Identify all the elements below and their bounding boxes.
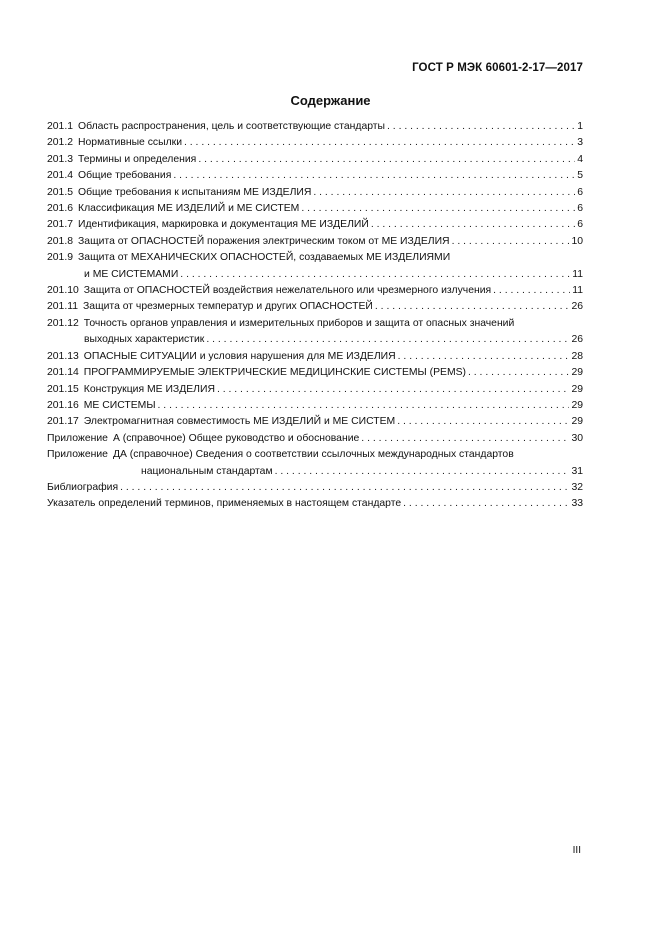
toc-entry-title: Точность органов управления и измерительных приборов и защита от опасных значений [83, 317, 515, 329]
toc-entry-page: 10 [571, 235, 583, 247]
dot-leader [301, 201, 575, 217]
toc-entry-title: выходных характеристик [84, 334, 205, 346]
toc-entry-title: Идентификация, маркировка и документация МЕ ИЗДЕЛИЙ [78, 219, 369, 231]
page-number-footer: III [572, 845, 581, 856]
toc-entry-page: 28 [571, 350, 583, 362]
toc-entry[interactable] [47, 119, 583, 135]
toc-entry[interactable] [47, 480, 583, 496]
toc-entry-page: 6 [577, 219, 583, 231]
dot-leader [275, 464, 570, 480]
dot-leader [397, 414, 569, 430]
toc-entry[interactable] [47, 168, 583, 184]
toc-entry-title: и МЕ СИСТЕМАМИ [84, 268, 179, 280]
toc-entry-title: Защита от чрезмерных температур и других ОПАСНОСТЕЙ [83, 301, 373, 313]
toc-entry-page: 11 [572, 268, 583, 280]
toc-entry[interactable] [47, 250, 583, 283]
toc-entry-title: Конструкция МЕ ИЗДЕЛИЯ [83, 383, 215, 395]
toc-entry-number: 201.8 [47, 235, 74, 247]
toc-entry-number: 201.4 [47, 170, 74, 182]
toc-entry-number: 201.12 [47, 317, 79, 329]
toc-entry[interactable] [47, 349, 583, 365]
dot-leader [403, 496, 569, 512]
dot-leader [120, 480, 569, 496]
dot-leader [452, 234, 570, 250]
dot-leader [217, 382, 569, 398]
toc-entry[interactable] [47, 365, 583, 381]
toc-entry-title: Область распространения, цель и соответствующие стандарты [78, 121, 386, 132]
toc-entry-number: 201.1 [47, 121, 74, 132]
toc-entry-title: Общие требования к испытаниям МЕ ИЗДЕЛИЯ [78, 186, 312, 198]
toc-entry-title: Электромагнитная совместимость МЕ ИЗДЕЛИЙ и МЕ СИСТЕМ [83, 416, 396, 428]
toc-entry-page: 11 [572, 285, 583, 297]
toc-entry[interactable] [47, 152, 583, 168]
toc-entry-page: 26 [571, 301, 583, 313]
toc-entry-title: ОПАСНЫЕ СИТУАЦИИ и условия нарушения для МЕ ИЗДЕЛИЯ [83, 350, 396, 362]
toc-entry-title: Нормативные ссылки [78, 137, 182, 149]
document-header-standard: ГОСТ Р МЭК 60601-2-17—2017 [412, 62, 583, 74]
toc-entry[interactable] [47, 299, 583, 315]
toc-entry-number: 201.15 [47, 383, 79, 395]
toc-entry-number: 201.7 [47, 219, 74, 231]
toc-entry[interactable] [47, 135, 583, 151]
table-of-contents [47, 119, 583, 513]
toc-entry-title: Классификация МЕ ИЗДЕЛИЙ и МЕ СИСТЕМ [78, 203, 300, 215]
toc-entry[interactable] [47, 414, 583, 430]
toc-entry-title: ДА (справочное) Сведения о соответствии ссылочных международных стандартов [112, 449, 514, 461]
toc-entry[interactable] [47, 431, 583, 447]
toc-entry-number: 201.6 [47, 203, 74, 215]
toc-entry[interactable] [47, 201, 583, 217]
toc-entry-page: 1 [577, 121, 583, 132]
toc-entry-page: 6 [577, 186, 583, 198]
toc-entry-number: 201.17 [47, 416, 79, 428]
toc-entry-number: 201.2 [47, 137, 74, 149]
toc-entry-title: Защита от ОПАСНОСТЕЙ поражения электрическим током от МЕ ИЗДЕЛИЯ [78, 235, 450, 247]
toc-entry-number: 201.3 [47, 153, 74, 165]
toc-entry[interactable] [47, 398, 583, 414]
dot-leader [361, 431, 569, 447]
dot-leader [398, 349, 570, 365]
toc-entry[interactable] [47, 217, 583, 233]
toc-entry-title: МЕ СИСТЕМЫ [83, 399, 156, 411]
toc-entry-title: Защита от ОПАСНОСТЕЙ воздействия нежелательного или чрезмерного излучения [83, 285, 492, 297]
toc-entry[interactable] [47, 185, 583, 201]
toc-entry-page: 4 [577, 153, 583, 165]
toc-entry-title: национальным стандартам [141, 465, 273, 477]
dot-leader [184, 135, 575, 151]
toc-entry-title: А (справочное) Общее руководство и обоснование [112, 432, 360, 444]
dot-leader [493, 283, 570, 299]
toc-entry-page: 30 [571, 432, 583, 444]
toc-entry-title: ПРОГРАММИРУЕМЫЕ ЭЛЕКТРИЧЕСКИЕ МЕДИЦИНСКИЕ СИСТЕМЫ (PEMS) [83, 367, 466, 379]
dot-leader [206, 332, 569, 348]
toc-entry-page: 33 [571, 498, 583, 510]
toc-entry-title: Термины и определения [78, 153, 197, 165]
dot-leader [158, 398, 570, 414]
toc-entry-title: Общие требования [78, 170, 172, 182]
toc-entry-number: 201.16 [47, 399, 79, 411]
toc-entry-title: Библиография [47, 481, 119, 493]
toc-entry-number: Приложение [47, 432, 108, 444]
toc-title: Содержание [290, 93, 371, 108]
dot-leader [371, 217, 575, 233]
dot-leader [180, 267, 570, 283]
toc-entry-page: 26 [571, 334, 583, 346]
toc-entry[interactable] [47, 234, 583, 250]
toc-entry-page: 6 [577, 203, 583, 215]
toc-entry-number: 201.14 [47, 367, 79, 379]
dot-leader [387, 119, 575, 135]
toc-entry-page: 29 [571, 399, 583, 411]
dot-leader [173, 168, 575, 184]
toc-entry[interactable] [47, 382, 583, 398]
toc-entry-page: 29 [571, 416, 583, 428]
toc-entry-page: 3 [577, 137, 583, 149]
dot-leader [198, 152, 575, 168]
toc-entry[interactable] [47, 496, 583, 512]
toc-entry-title: Защита от МЕХАНИЧЕСКИХ ОПАСНОСТЕЙ, создаваемых МЕ ИЗДЕЛИЯМИ [78, 252, 451, 264]
toc-entry[interactable] [47, 447, 583, 480]
dot-leader [468, 365, 569, 381]
toc-entry-page: 32 [571, 481, 583, 493]
toc-entry-page: 29 [571, 367, 583, 379]
toc-entry[interactable] [47, 316, 583, 349]
toc-entry-number: 201.13 [47, 350, 79, 362]
dot-leader [375, 299, 570, 315]
toc-entry[interactable] [47, 283, 583, 299]
toc-entry-page: 5 [577, 170, 583, 182]
toc-entry-page: 29 [571, 383, 583, 395]
toc-entry-number: 201.11 [47, 301, 79, 313]
toc-entry-page: 31 [571, 465, 583, 477]
toc-entry-number: 201.10 [47, 285, 79, 297]
toc-entry-title: Указатель определений терминов, применяемых в настоящем стандарте [47, 498, 402, 510]
toc-entry-number: 201.5 [47, 186, 74, 198]
dot-leader [313, 185, 575, 201]
toc-entry-number: Приложение [47, 449, 108, 461]
toc-entry-number: 201.9 [47, 252, 74, 264]
